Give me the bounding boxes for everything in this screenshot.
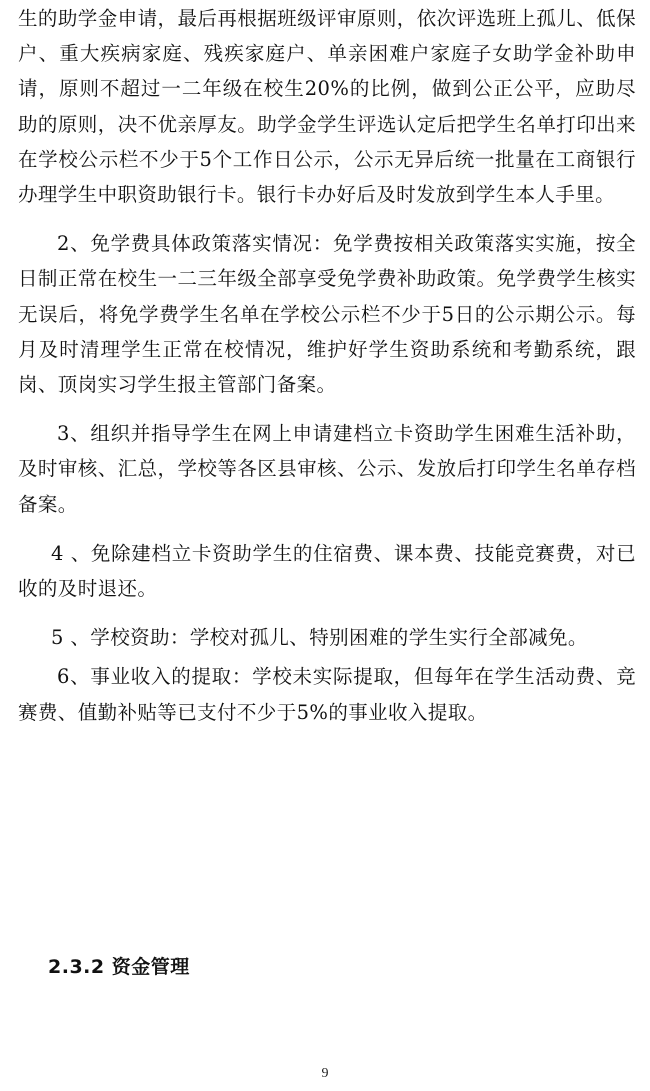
paragraph-income-extraction: 6、事业收入的提取：学校未实际提取，但每年在学生活动费、竞赛费、值勤补贴等已支付不少于5%的事业收入提取。 (18, 665, 636, 724)
paragraph-gap (18, 212, 636, 226)
page-number: 9 (321, 1066, 329, 1081)
body-text (18, 1, 636, 730)
paragraph-online-application: 3、组织并指导学生在网上申请建档立卡资助学生困难生活补助，及时审核、汇总，学校等各区县审核、公示、发放后打印学生名单存档备案。 (18, 422, 636, 516)
section-heading: 2.3.2 资金管理 (48, 956, 190, 978)
paragraph-tuition-waiver: 2、免学费具体政策落实情况：免学费按相关政策落实实施，按全日制正常在校生一二三年级全部享受免学费补助政策。免学费学生核实无误后，将免学费学生名单在学校公示栏不少于5日的公示期公示。每月及时清理学生正常在校情况，维护好学生资助系统和考勤系统，跟岗、顶岗实习学生报主管部门备案。 (18, 232, 636, 397)
paragraph-gap (18, 606, 636, 620)
paragraph-gap (18, 402, 636, 416)
paragraph-fee-exemption: 4 、免除建档立卡资助学生的住宿费、课本费、技能竞赛费，对已收的及时退还。 (18, 541, 636, 601)
paragraph-school-aid: 5 、学校资助：学校对孤儿、特别困难的学生实行全部减免。 (51, 626, 588, 650)
paragraph-gap (18, 522, 636, 536)
paragraph-continued: 生的助学金申请，最后再根据班级评审原则，依次评选班上孤儿、低保户、重大疾病家庭、残疾家庭户、单亲困难户家庭子女助学金补助申请，原则不超过一二年级在校生20%的比例，做到公正公平，应助尽助的原则，决不优亲厚友。助学金学生评选认定后把学生名单打印出来在学校公示栏不少于5个工作日公示，公示无异后统一批量在工商银行办理学生中职资助银行卡。银行卡办好后及时发放到学生本人手里。 (18, 7, 636, 207)
